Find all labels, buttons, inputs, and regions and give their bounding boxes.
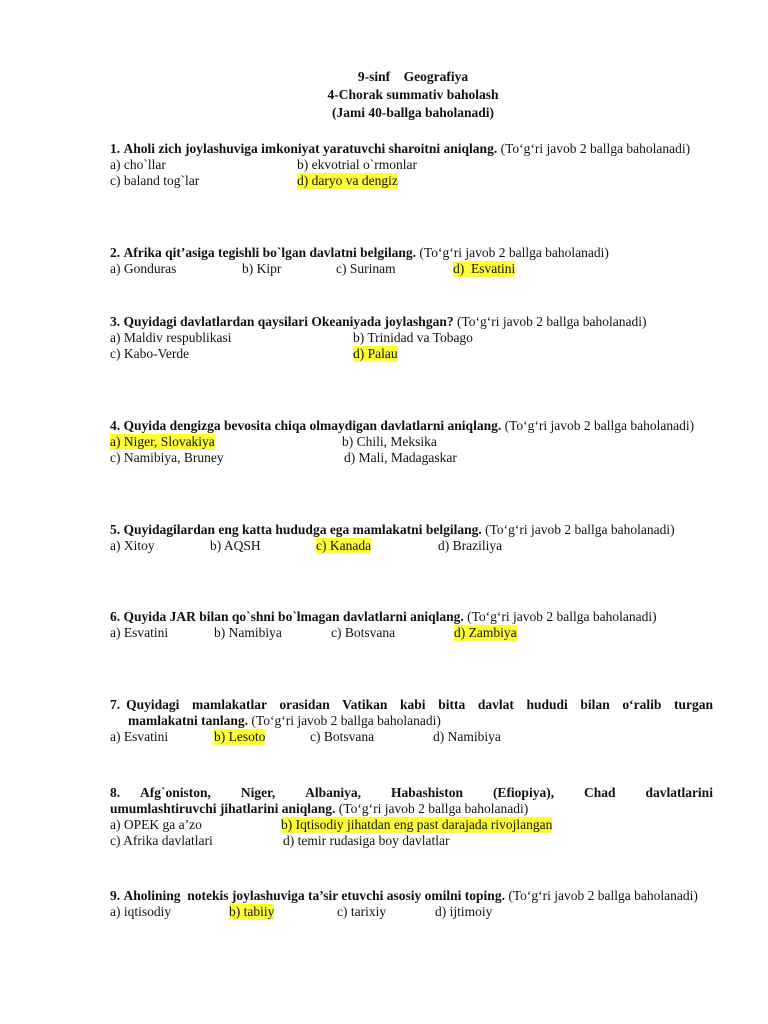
q8-word: (Efiopiya),: [492, 785, 555, 800]
question-stem-line1: [110, 785, 713, 801]
option-d-correct: d) Esvatini: [453, 261, 516, 276]
option-a: a) cho`llar: [110, 157, 166, 172]
question-points-note: (To‘g‘ri javob 2 ballga baholanadi): [251, 713, 441, 728]
question-points-note: (To‘g‘ri javob 2 ballga baholanadi): [500, 141, 691, 156]
option-a: a) Xitoy: [110, 538, 155, 553]
question-stem-line1: [110, 697, 713, 713]
option-c: c) baland tog`lar: [110, 173, 200, 188]
q8-word: Habashiston: [390, 785, 464, 800]
options-row: [110, 833, 713, 849]
question-stem: [110, 609, 713, 625]
question-stem: [110, 888, 713, 904]
question-4: [110, 418, 713, 466]
question-stem: [110, 314, 713, 330]
option-b-correct: b) tabiiy: [229, 904, 275, 919]
options-row: [110, 434, 713, 450]
document-header: [0, 68, 768, 122]
question-text: Aholining notekis joylashuviga ta’sir etuvchi asosiy omilni toping.: [123, 888, 505, 903]
option-c: c) tarixiy: [337, 904, 387, 919]
question-stem-line2: [110, 713, 713, 729]
options-row: [110, 450, 713, 466]
options-row: [110, 173, 713, 189]
q8-word: Niger,: [240, 785, 276, 800]
question-1: [110, 141, 713, 189]
question-text: Afrika qit’asiga tegishli bo`lgan davlatni belgilang.: [123, 245, 417, 260]
header-title: 9-sinf Geografiya: [357, 69, 469, 84]
option-c: c) Botsvana: [331, 625, 396, 640]
question-text: Quyidagilardan eng katta hududga ega mamlakatni belgilang.: [123, 522, 482, 537]
option-d: d) Braziliya: [438, 538, 503, 553]
options-row: [110, 538, 713, 554]
question-stem: [110, 418, 713, 434]
question-5: [110, 522, 713, 554]
question-7: [110, 697, 713, 745]
option-a-correct: a) Niger, Slovakiya: [110, 434, 215, 449]
option-a: a) Gonduras: [110, 261, 177, 276]
question-text: Aholi zich joylashuviga imkoniyat yaratuvchi sharoitni aniqlang.: [123, 141, 498, 156]
question-number: 9.: [110, 888, 121, 903]
question-text: Quyida JAR bilan qo`shni bo`lmagan davlatlarni aniqlang.: [123, 609, 464, 624]
question-number: 3.: [110, 314, 121, 329]
header-points: (Jami 40-ballga baholanadi): [331, 105, 495, 120]
question-text-line1: Quyidagi mamlakatlar orasidan Vatikan kabi bitta davlat hududi bilan o‘ralib turgan: [126, 697, 713, 712]
option-b-correct: b) Iqtisodiy jihatdan eng past darajada rivojlangan: [281, 817, 553, 832]
question-number: 2.: [110, 245, 121, 260]
question-points-note: (To‘g‘ri javob 2 ballga baholanadi): [504, 418, 695, 433]
q8-word: Albaniya,: [305, 785, 362, 800]
option-c: c) Afrika davlatlari: [110, 833, 213, 848]
option-a: a) Maldiv respublikasi: [110, 330, 232, 345]
option-b: b) ekvotrial o`rmonlar: [297, 157, 417, 172]
option-d-correct: d) daryo va dengiz: [297, 173, 398, 188]
question-text: Quyidagi davlatlardan qaysilari Okeaniyada joylashgan?: [123, 314, 454, 329]
question-number: 7.: [110, 697, 121, 712]
q8-word: Afg`oniston,: [140, 785, 211, 800]
q8-word: davlatlarini: [645, 785, 713, 800]
options-row: [110, 330, 713, 346]
question-6: [110, 609, 713, 641]
option-b: b) Chili, Meksika: [342, 434, 437, 449]
option-d: d) temir rudasiga boy davlatlar: [283, 833, 450, 848]
question-3: [110, 314, 713, 362]
options-row: [110, 346, 713, 362]
option-d-correct: d) Palau: [353, 346, 398, 361]
option-b: b) Trinidad va Tobago: [353, 330, 473, 345]
question-text-line2: mamlakatni tanlang.: [128, 713, 249, 728]
q8-word: Chad: [584, 785, 616, 800]
question-points-note: (To‘g‘ri javob 2 ballga baholanadi): [456, 314, 647, 329]
options-row: [110, 817, 713, 833]
option-a: a) iqtisodiy: [110, 904, 172, 919]
options-row: [110, 729, 713, 745]
question-points-note: (To‘g‘ri javob 2 ballga baholanadi): [485, 522, 675, 537]
question-number: 1.: [110, 141, 121, 156]
option-a: a) Esvatini: [110, 729, 169, 744]
options-row: [110, 261, 713, 277]
options-row: [110, 904, 713, 920]
question-number: 6.: [110, 609, 121, 624]
option-d: d) ijtimoiy: [435, 904, 493, 919]
question-points-note: (To‘g‘ri javob 2 ballga baholanadi): [419, 245, 609, 260]
options-row: [110, 625, 713, 641]
question-number: 4.: [110, 418, 121, 433]
option-b-correct: b) Lesoto: [214, 729, 266, 744]
option-b: b) Kipr: [242, 261, 282, 276]
question-text: Quyida dengizga bevosita chiqa olmaydigan davlatlarni aniqlang.: [123, 418, 502, 433]
question-number: 8.: [110, 785, 121, 800]
question-stem: [110, 522, 713, 538]
question-8: [110, 785, 713, 849]
option-c: c) Surinam: [336, 261, 396, 276]
option-c: c) Namibiya, Bruney: [110, 450, 224, 465]
options-row: [110, 157, 713, 173]
option-c: c) Botsvana: [310, 729, 375, 744]
option-d: d) Mali, Madagaskar: [344, 450, 457, 465]
question-points-note: (To‘g‘ri javob 2 ballga baholanadi): [508, 888, 698, 903]
option-a: a) Esvatini: [110, 625, 169, 640]
question-text-line2: umumlashtiruvchi jihatlarini aniqlang.: [110, 801, 336, 816]
question-stem: [110, 245, 713, 261]
question-points-note: (To‘g‘ri javob 2 ballga baholanadi): [467, 609, 657, 624]
option-d: d) Namibiya: [433, 729, 501, 744]
question-stem: [110, 141, 713, 157]
question-9: [110, 888, 713, 920]
option-b: b) Namibiya: [214, 625, 282, 640]
question-2: [110, 245, 713, 277]
header-subtitle: 4-Chorak summativ baholash: [327, 87, 499, 102]
option-c-correct: c) Kanada: [316, 538, 372, 553]
option-c: c) Kabo-Verde: [110, 346, 190, 361]
option-d-correct: d) Zambiya: [454, 625, 517, 640]
question-number: 5.: [110, 522, 121, 537]
question-points-note: (To‘g‘ri javob 2 ballga baholanadi): [338, 801, 529, 816]
option-a: a) OPEK ga a’zo: [110, 817, 202, 832]
question-stem-line2: [110, 801, 713, 817]
option-b: b) AQSH: [210, 538, 261, 553]
